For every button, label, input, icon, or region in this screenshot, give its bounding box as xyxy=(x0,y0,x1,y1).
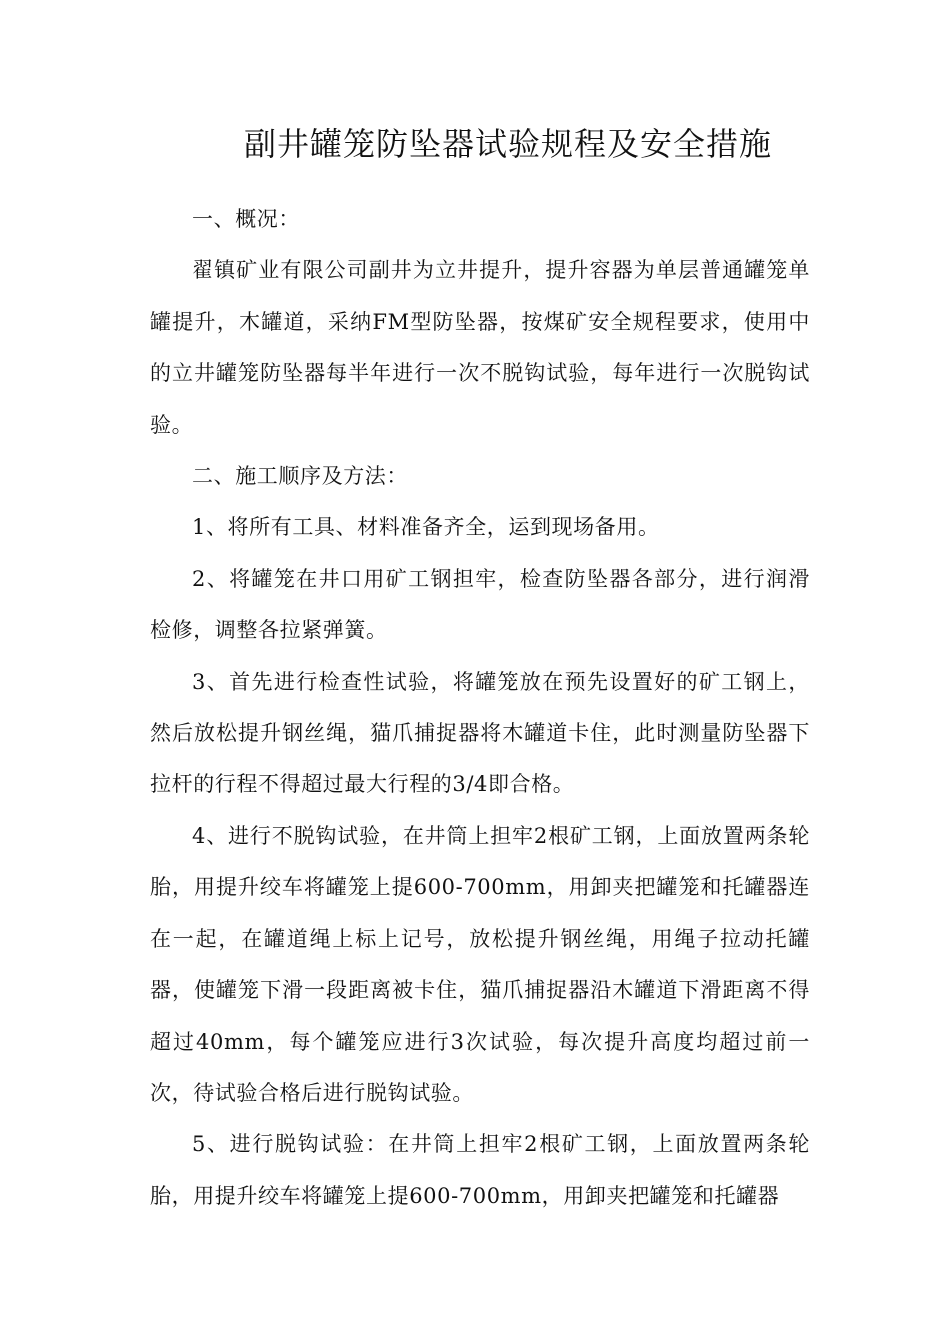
paragraph-step-3: 3、首先进行检查性试验，将罐笼放在预先设置好的矿工钢上，然后放松提升钢丝绳，猫爪捕捉器将木罐道卡住，此时测量防坠器下拉杆的行程不得超过最大行程的3/4即合格。 xyxy=(150,669,810,797)
paragraph-step-4: 4、进行不脱钩试验，在井筒上担牢2根矿工钢，上面放置两条轮胎，用提升绞车将罐笼上提600-700mm，用卸夹把罐笼和托罐器连在一起，在罐道绳上标上记号，放松提升钢丝绳，用绳子拉动托罐器，使罐笼下滑一段距离被卡住，猫爪捕捉器沿木罐道下滑距离不得超过40mm，每个罐笼应进行3次试验，每次提升高度均超过前一次，待试验合格后进行脱钩试验。 xyxy=(150,823,810,1105)
paragraph-step-2: 2、将罐笼在井口用矿工钢担牢，检查防坠器各部分，进行润滑检修，调整各拉紧弹簧。 xyxy=(150,566,810,643)
section-heading-procedure: 二、施工顺序及方法： xyxy=(192,464,408,489)
paragraph-step-5: 5、进行脱钩试验：在井筒上担牢2根矿工钢，上面放置两条轮胎，用提升绞车将罐笼上提600-700mm，用卸夹把罐笼和托罐器 xyxy=(150,1132,810,1208)
paragraph-overview: 翟镇矿业有限公司副井为立井提升，提升容器为单层普通罐笼单罐提升，木罐道，采纳FM型防坠器，按煤矿安全规程要求，使用中的立井罐笼防坠器每半年进行一次不脱钩试验，每年进行一次脱钩试验。 xyxy=(150,258,810,437)
document-body xyxy=(150,194,810,1222)
paragraph-step-1: 1、将所有工具、材料准备齐全，运到现场备用。 xyxy=(192,515,660,540)
section-heading-overview: 一、概况： xyxy=(192,207,300,231)
document-title: 副井罐笼防坠器试验规程及安全措施 xyxy=(243,125,772,163)
